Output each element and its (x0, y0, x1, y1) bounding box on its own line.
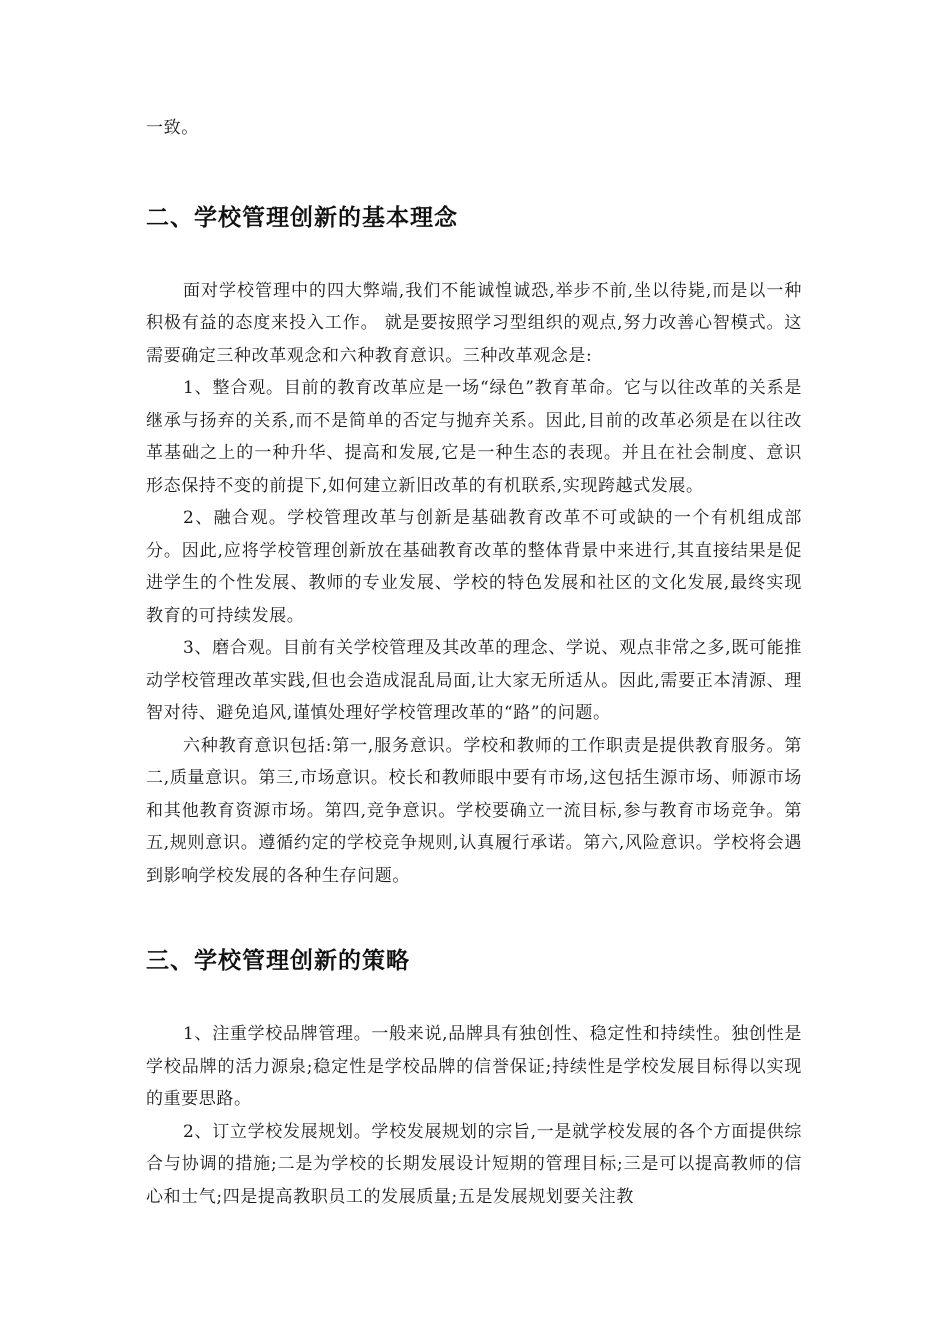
paragraph-intro: 面对学校管理中的四大弊端,我们不能诚惶诚恐,举步不前,坐以待毙,而是以一种积极有益的态度来投入工作。 就是要按照学习型组织的观点,努力改善心智模式。这需要确定三种改革观念和六种教育意识。三种改革观念是: (146, 280, 802, 366)
paragraph-development-plan: 2、订立学校发展规划。学校发展规划的宗旨,一是就学校发展的各个方面提供综合与协调的措施;二是为学校的长期发展设计短期的管理目标;三是可以提高教师的信心和士气;四是提高教职员工的发展质量;五是发展规划要关注教 (146, 1121, 802, 1207)
paragraph-fusion-view: 2、融合观。学校管理改革与创新是基础教育改革不可或缺的一个有机组成部分。因此,应将学校管理创新放在基础教育改革的整体背景中来进行,其直接结果是促进学生的个性发展、教师的专业发展、学校的特色发展和社区的文化发展,最终实现教育的可持续发展。 (146, 508, 802, 626)
paragraph-six-awareness: 六种教育意识包括:第一,服务意识。学校和教师的工作职责是提供教育服务。第二,质量意识。第三,市场意识。校长和教师眼中要有市场,这包括生源市场、师源市场和其他教育资源市场。第四,竞争意识。学校要确立一流目标,参与教育市场竞争。第五,规则意识。遵循约定的学校竞争规则,认真履行承诺。第六,风险意识。学校将会遇到影响学校发展的各种生存问题。 (146, 735, 802, 886)
paragraph-brand-management: 1、注重学校品牌管理。一般来说,品牌具有独创性、稳定性和持续性。独创性是学校品牌的活力源泉;稳定性是学校品牌的信誉保证;持续性是学校发展目标得以实现的重要思路。 (146, 1024, 802, 1109)
section-heading-strategies: 三、学校管理创新的策略 (146, 948, 410, 974)
paragraph-integration-view: 1、整合观。目前的教育改革应是一场“绿色”教育革命。它与以往改革的关系是继承与扬弃的关系,而不是简单的否定与抛弃关系。因此,目前的改革必须是在以往改革基础之上的一种升华、提高和发展,它是一种生态的表现。并且在社会制度、意识形态保持不变的前提下,如何建立新旧改革的有机联系,实现跨越式发展。 (146, 378, 802, 496)
continuation-text: 一致。 (146, 118, 199, 138)
document-body (146, 112, 802, 1213)
paragraph-adjustment-view: 3、磨合观。目前有关学校管理及其改革的理念、学说、观点非常之多,既可能推动学校管理改革实践,但也会造成混乱局面,让大家无所适从。因此,需要正本清源、理智对待、避免追风,谨慎处理好学校管理改革的“路”的问题。 (146, 638, 802, 723)
section-heading-principles: 二、学校管理创新的基本理念 (146, 204, 458, 231)
